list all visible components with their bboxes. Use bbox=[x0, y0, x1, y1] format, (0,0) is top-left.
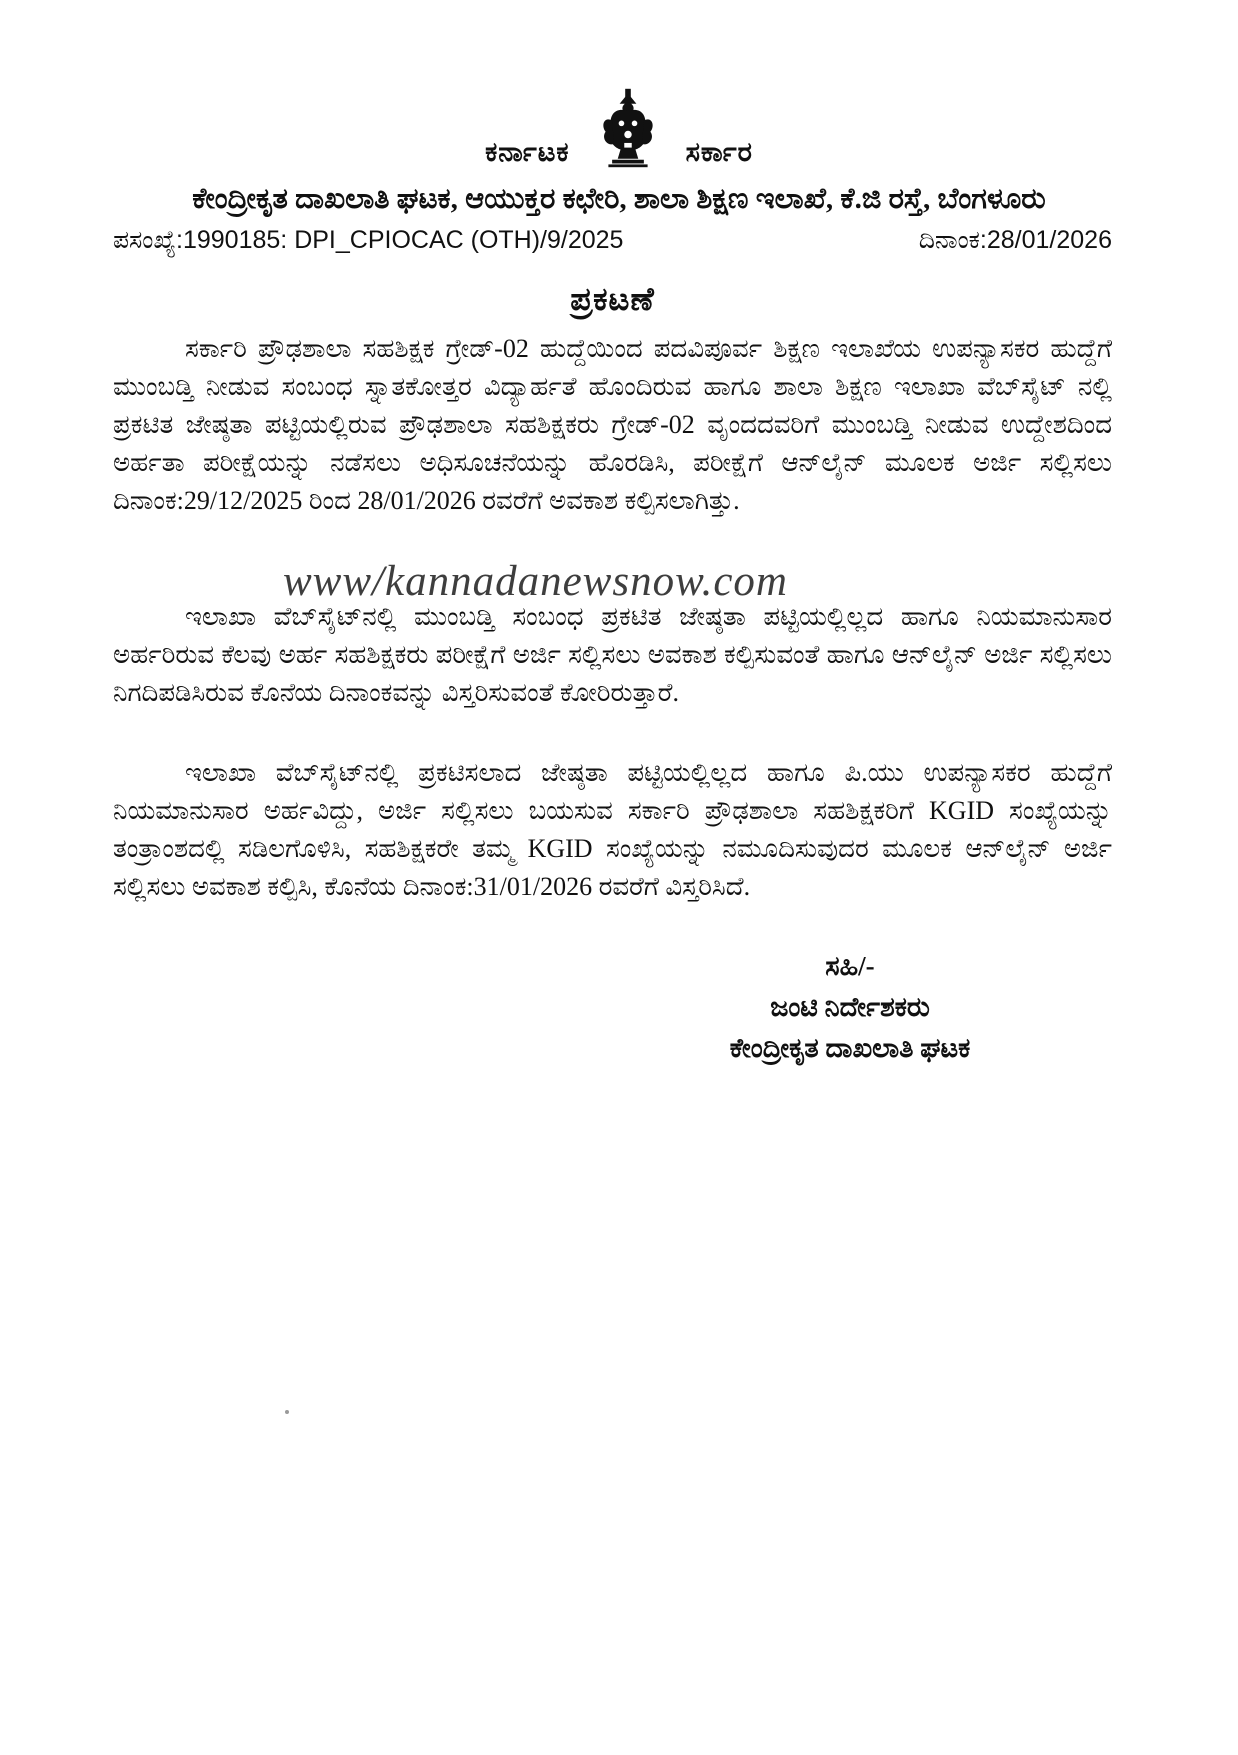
reference-row bbox=[113, 226, 1112, 255]
state-name-right: ಸರ್ಕಾರ bbox=[685, 137, 753, 167]
department-address-line: ಕೇಂದ್ರೀಕೃತ ದಾಖಲಾತಿ ಘಟಕ, ಆಯುಕ್ತರ ಕಛೇರಿ, ಶಾಲಾ ಶಿಕ್ಷಣ ಇಲಾಖೆ, ಕೆ.ಜಿ ರಸ್ತೆ, ಬೆಂಗಳೂರು bbox=[192, 183, 1046, 215]
document-date: ದಿನಾಂಕ:28/01/2026 bbox=[918, 226, 1112, 254]
body-paragraph-1: ಸರ್ಕಾರಿ ಪ್ರೌಢಶಾಲಾ ಸಹಶಿಕ್ಷಕ ಗ್ರೇಡ್-02 ಹುದ್ದೆಯಿಂದ ಪದವಿಪೂರ್ವ ಶಿಕ್ಷಣ ಇಲಾಖೆಯ ಉಪನ್ಯಾಸಕರ ಹುದ್ದೆಗೆ ಮುಂಬಡ್ತಿ ನೀಡುವ ಸಂಬಂಧ ಸ್ನಾತಕೋತ್ತರ ವಿದ್ಯಾರ್ಹತೆ ಹೊಂದಿರುವ ಹಾಗೂ ಶಾಲಾ ಶಿಕ್ಷಣ ಇಲಾಖಾ ವೆಬ್‌ಸೈಟ್ ನಲ್ಲಿ ಪ್ರಕಟಿತ ಜೇಷ್ಠತಾ ಪಟ್ಟಿಯಲ್ಲಿರುವ ಪ್ರೌಢಶಾಲಾ ಸಹಶಿಕ್ಷಕರು ಗ್ರೇಡ್-02 ವೃಂದದವರಿಗೆ ಮುಂಬಡ್ತಿ ನೀಡುವ ಉದ್ದೇಶದಿಂದ ಅರ್ಹತಾ ಪರೀಕ್ಷೆಯನ್ನು ನಡೆಸಲು ಅಧಿಸೂಚನೆಯನ್ನು ಹೊರಡಿಸಿ, ಪರೀಕ್ಷೆಗೆ ಆನ್‌ಲೈನ್ ಮೂಲಕ ಅರ್ಜಿ ಸಲ್ಲಿಸಲು ದಿನಾಂಕ:29/12/2025 ರಿಂದ 28/01/2026 ರವರೆಗೆ ಅವಕಾಶ ಕಲ್ಪಿಸಲಾಗಿತ್ತು. bbox=[113, 334, 1112, 515]
signatory-designation: ಜಂಟಿ ನಿರ್ದೇಶಕರು bbox=[770, 992, 930, 1022]
reference-number: ಪಸಂಖ್ಯೆ:1990185: DPI_CPIOCAC (OTH)/9/2025 bbox=[113, 226, 624, 254]
body-paragraph-2: ಇಲಾಖಾ ವೆಬ್‌ಸೈಟ್‌ನಲ್ಲಿ ಮುಂಬಡ್ತಿ ಸಂಬಂಧ ಪ್ರಕಟಿತ ಜೇಷ್ಠತಾ ಪಟ್ಟಿಯಲ್ಲಿಲ್ಲದ ಹಾಗೂ ನಿಯಮಾನುಸಾರ ಅರ್ಹರಿರುವ ಕೆಲವು ಅರ್ಹ ಸಹಶಿಕ್ಷಕರು ಪರೀಕ್ಷೆಗೆ ಅರ್ಜಿ ಸಲ್ಲಿಸಲು ಅವಕಾಶ ಕಲ್ಪಿಸುವಂತೆ ಹಾಗೂ ಆನ್‌ಲೈನ್ ಅರ್ಜಿ ಸಲ್ಲಿಸಲು ನಿಗದಿಪಡಿಸಿರುವ ಕೊನೆಯ ದಿನಾಂಕವನ್ನು ವಿಸ್ತರಿಸುವಂತೆ ಕೋರಿರುತ್ತಾರೆ. bbox=[113, 602, 1112, 707]
body-paragraph-3: ಇಲಾಖಾ ವೆಬ್‌ಸೈಟ್‌ನಲ್ಲಿ ಪ್ರಕಟಿಸಲಾದ ಜೇಷ್ಠತಾ ಪಟ್ಟಿಯಲ್ಲಿಲ್ಲದ ಹಾಗೂ ಪಿ.ಯು ಉಪನ್ಯಾಸಕರ ಹುದ್ದೆಗೆ ನಿಯಮಾನುಸಾರ ಅರ್ಹವಿದ್ದು, ಅರ್ಜಿ ಸಲ್ಲಿಸಲು ಬಯಸುವ ಸರ್ಕಾರಿ ಪ್ರೌಢಶಾಲಾ ಸಹಶಿಕ್ಷಕರಿಗೆ KGID ಸಂಖ್ಯೆಯನ್ನು ತಂತ್ರಾಂಶದಲ್ಲಿ ಸಡಿಲಗೊಳಿಸಿ, ಸಹಶಿಕ್ಷಕರೇ ತಮ್ಮ KGID ಸಂಖ್ಯೆಯನ್ನು ನಮೂದಿಸುವುದರ ಮೂಲಕ ಆನ್‌ಲೈನ್ ಅರ್ಜಿ ಸಲ್ಲಿಸಲು ಅವಕಾಶ ಕಲ್ಪಿಸಿ, ಕೊನೆಯ ದಿನಾಂಕ:31/01/2026 ರವರೆಗೆ ವಿಸ್ತರಿಸಿದೆ. bbox=[113, 758, 1112, 901]
scan-artifact-dot bbox=[285, 1410, 289, 1414]
signed-label: ಸಹಿ/- bbox=[825, 951, 875, 981]
letterhead-government-line bbox=[0, 88, 1238, 168]
state-name-left: ಕರ್ನಾಟಕ bbox=[485, 137, 570, 167]
news-site-watermark: www/kannadanewsnow.com bbox=[283, 558, 788, 605]
page-title: ಪ್ರಕಟಣೆ bbox=[570, 281, 655, 317]
karnataka-state-emblem-icon bbox=[600, 88, 656, 168]
signatory-office: ಕೇಂದ್ರೀಕೃತ ದಾಖಲಾತಿ ಘಟಕ bbox=[729, 1033, 971, 1063]
signature-block bbox=[690, 946, 1010, 1069]
